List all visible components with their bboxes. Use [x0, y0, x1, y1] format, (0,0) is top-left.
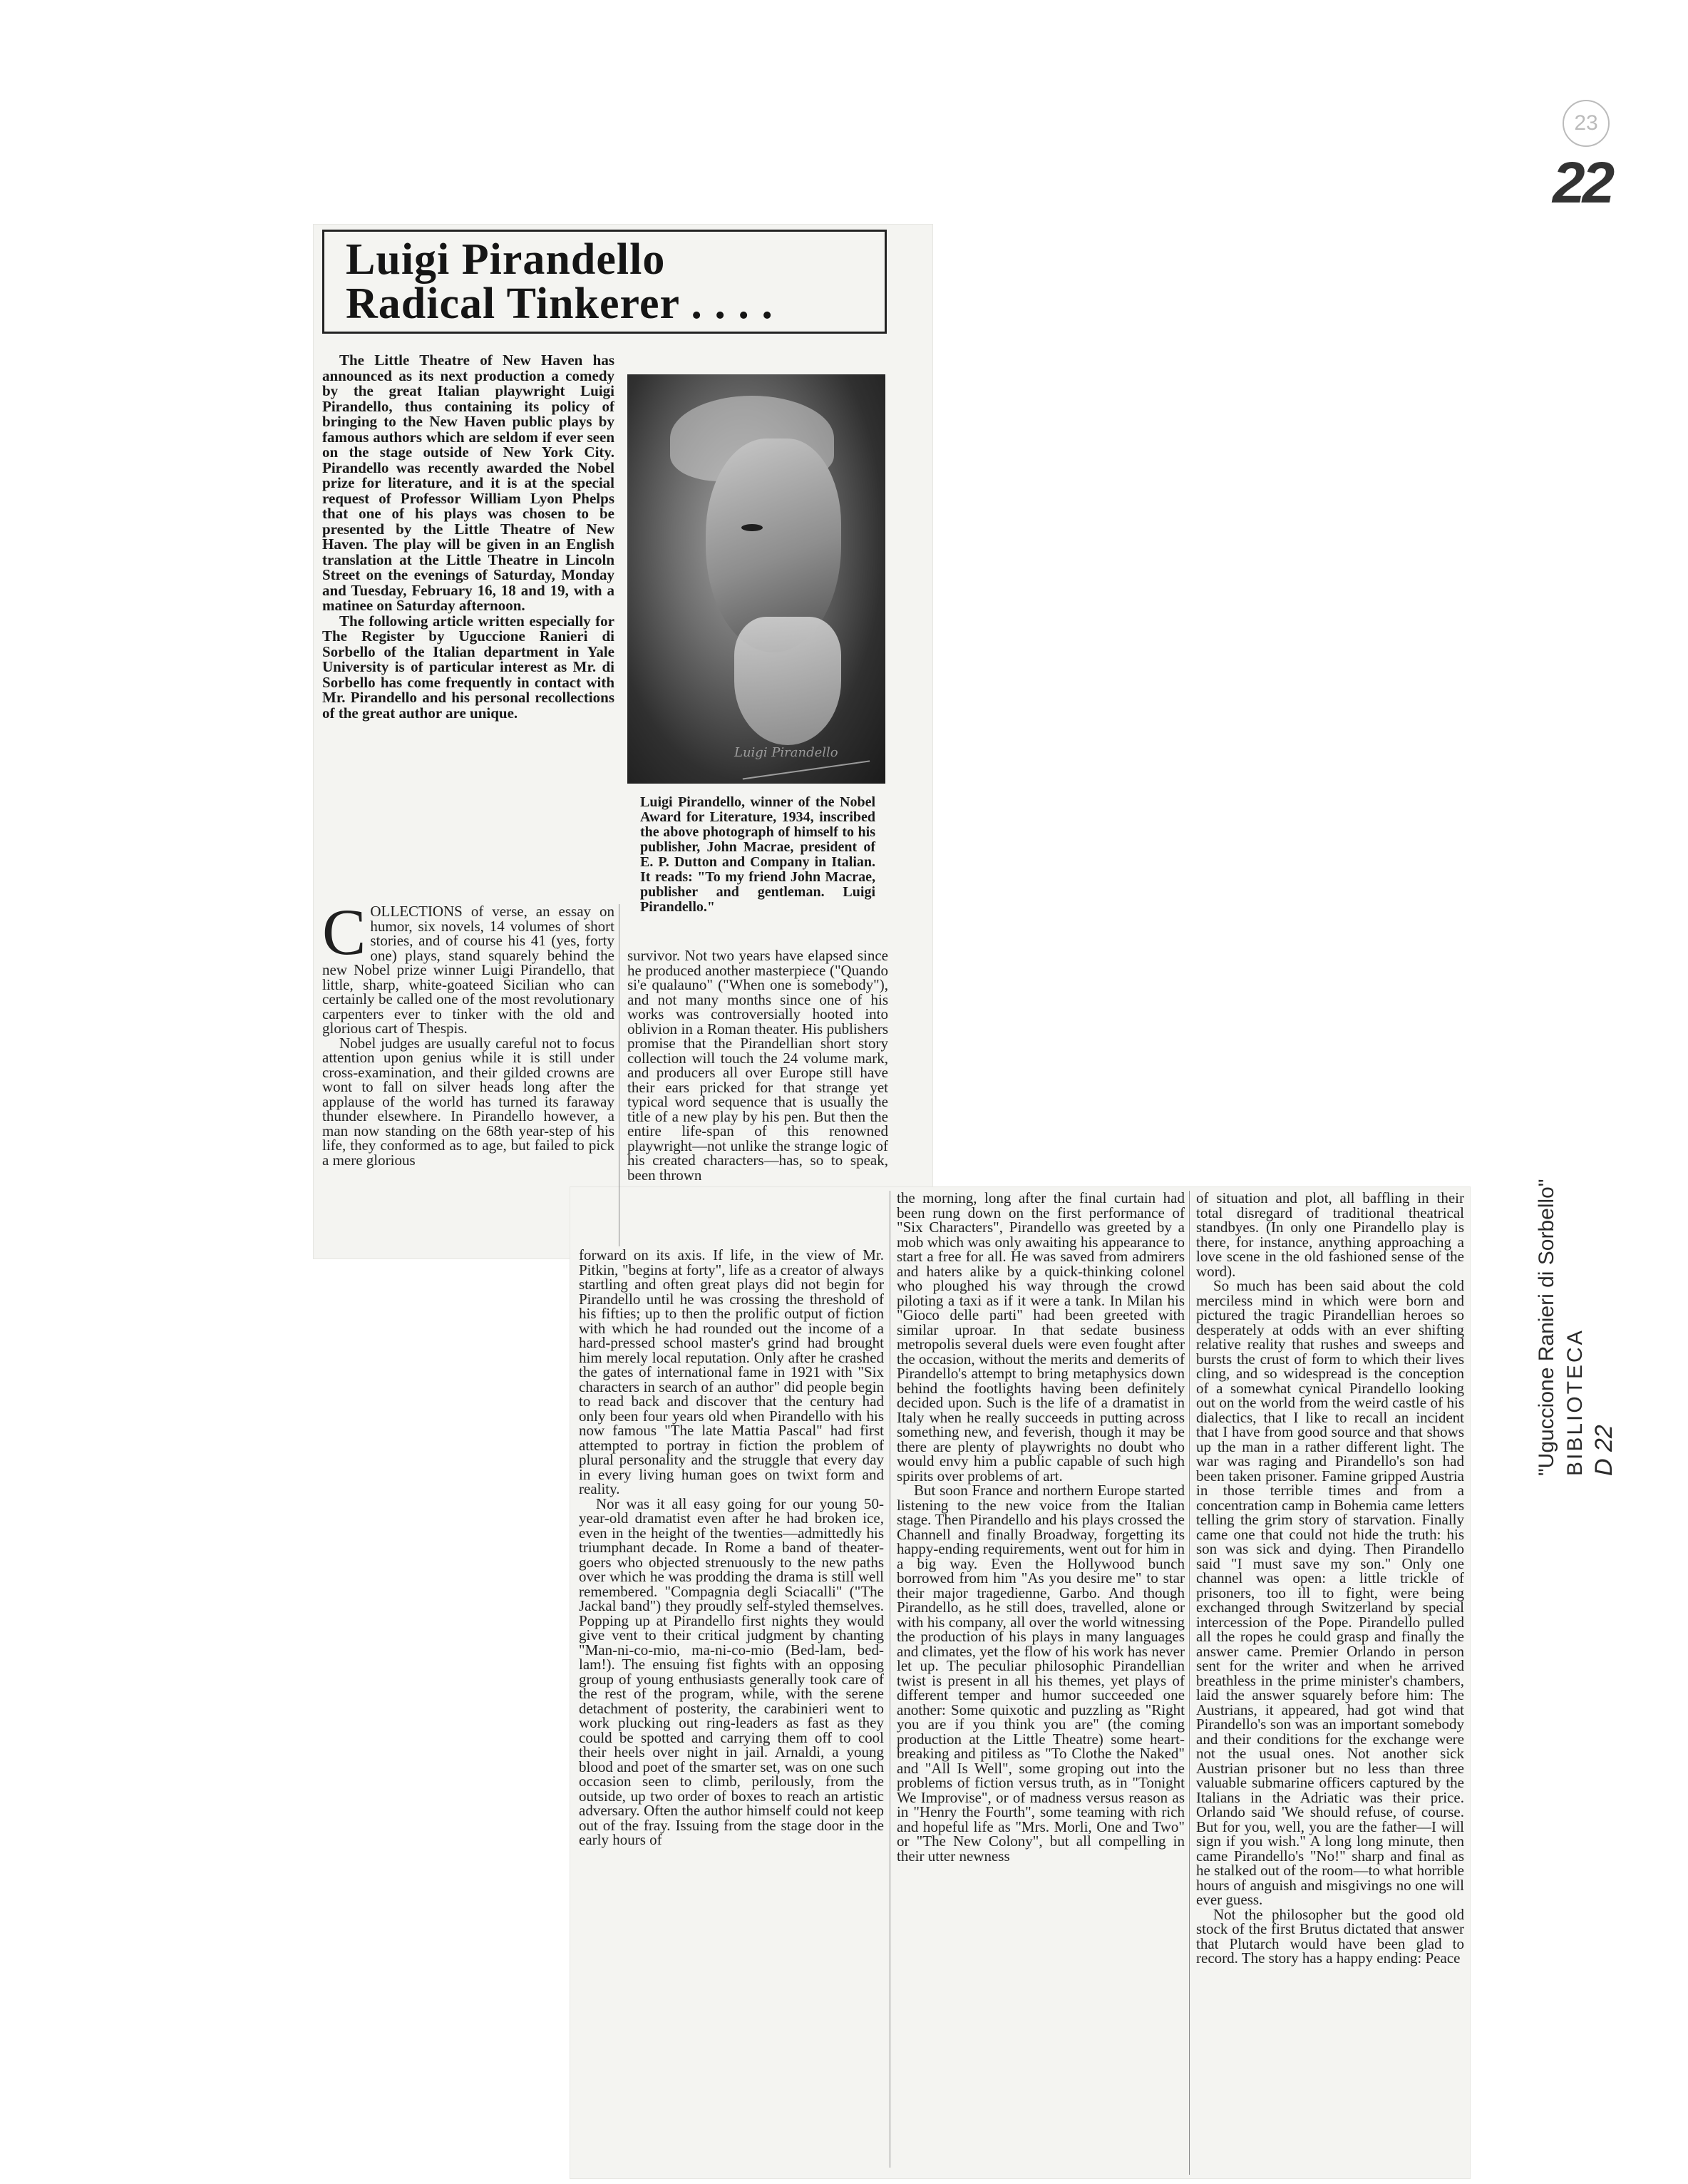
article-opening: COLLECTIONS of verse, an essay on humor, six novels, 14 volumes of short stories, and of course his 41 (yes, forty one) plays, stand squarely behind the new Nobel prize winner Luigi Pirandello, that little, sharp, white-goateed Sicilian who can certainly be called one of the most revolutionary carpenters ever to tinker with the old and glorious cart of Thespis.	[322, 904, 614, 1037]
intro-paragraph: The Little Theatre of New Haven has announced as its next production a comedy by the great Italian playwright Luigi Pirandello, thus containing its policy of bringing to the New Haven public plays by famous authors which are seldom if ever seen on the stage outside of New York City. Pirandello was recently awarded the Nobel prize for literature, and it is at the special request of Professor William Lyon Phelps that one of his plays was chosen to be presented by the Little Theatre of New Haven. The play will be given in an English translation at the Little Theatre in Lincoln Street on the evenings of Saturday, Monday and Tuesday, February 16, 18 and 19, with a matinee on Saturday afternoon.	[322, 353, 614, 614]
article-paragraph: Nobel judges are usually careful not to focus attention upon genius while it is still under cross-examination, and their gilded crowns are wont to fall on silver heads long after the applause of the world has turned its faraway thunder elsewhere. In Pirandello however, a man now standing on the 68th year-step of his life, they conformed as to age, but failed to pick a mere glorious	[322, 1034, 614, 1169]
article-column-3	[897, 1191, 1185, 2168]
article-paragraph: forward on its axis. If life, in the view of Mr. Pitkin, "begins at forty", life as a creator of always startling and often great plays did not begin for Pirandello until he was crossing the threshold of his fifties; up to then the prolific output of fiction with which he had rounded out the income of a hard-pressed school master's grind had brought him merely local reputation. Only after he crashed the gates of international fame in 1921 with "Six characters in search of an author" did people begin to read back and discover that the century had only been four years old when Pirandello with his now famous "The late Mattia Pascal" had first attempted to portray in fiction the problem of plural personality and the struggle that every day in every living human goes on twixt form and reality.	[579, 1248, 884, 1497]
stamp-line-1: "Uguccione Ranieri di Sorbello"	[1535, 1179, 1558, 1476]
stamp-line-3: D 22	[1590, 1425, 1617, 1476]
handwritten-page-number: 22	[1553, 150, 1612, 215]
article-paragraph: Not the philosopher but the good old stock of the first Brutus dictated that answer that Plutarch would have been glad to record. The story has a happy ending: Peace	[1196, 1905, 1464, 1967]
article-column-2-top	[627, 948, 888, 1248]
article-column-1	[322, 904, 614, 1250]
library-stamp	[1533, 1179, 1618, 1476]
stamp-line-2: BIBLIOTECA	[1563, 1328, 1587, 1476]
headline-box	[322, 230, 887, 334]
photo-caption: Luigi Pirandello, winner of the Nobel Award for Literature, 1934, inscribed the above photograph of himself to his publisher, John Macrae, president of E. P. Dutton and Company in Italian. It reads: "To my friend John Macrae, publisher and gentleman. Luigi Pirandello."	[640, 794, 875, 915]
circled-page-number: 23	[1563, 100, 1610, 147]
headline-line1: Luigi Pirandello	[346, 235, 666, 284]
article-paragraph: of situation and plot, all baffling in their total disregard of traditional theatrical standbyes. (In only one Pirandello play is there, for instance, anything approaching a love scene in the old fashioned sense of the word).	[1196, 1191, 1464, 1280]
article-column-2-bottom	[579, 1248, 884, 2168]
article-paragraph: the morning, long after the final curtain had been rung down on the first performance of "Six Characters", Pirandello was greeted by a mob which was only awaiting his appearance to start a free for all. He was saved from admirers and haters alike by a quick-thinking colonel who ploughed his way through the crowd piloting a taxi as if it were a tank. In Milan his "Gioco delle parti" had been greeted with similar uproar. In that sedate business metropolis several duels were even fought after the occasion, without the merits and demerits of Pirandello's attempt to bring metaphysics down behind the footlights having been definitely decided upon. Such is the life of a dramatist in Italy when he really succeeds in putting across something new, and feverish, though it may be there are plenty of playwrights no doubt who would envy him a public capable of such high spirits over problems of art.	[897, 1191, 1185, 1485]
article-paragraph: So much has been said about the cold merciless mind in which were born and pictured the tragic Pirandellian heroes so desperately at odds with an ever shifting relative reality that rushes and sweeps and bursts the crust of form to which their lives cling, and so widespread is the conception of a somewhat cynical Pirandello looking out on the world from the weird castle of his dialectics, that I like to recall an incident that I have from good source and that shows up the man in a rather different light. The war was raging and Pirandello's son had been taken prisoner. Famine gripped Austria in those terrible times and from a concentration camp in Bohemia came letters telling the grim story of starvation. Finally came one that could not hide the truth: his son was sick and dying. Then Pirandello said "I must save my son." Only one channel was open: a little trickle of prisoners, too ill to fight, were being exchanged through Switzerland by special intercession of the Pope. Pirandello pulled all the ropes he could grasp and finally the answer came. Premier Orlando in person sent for the writer and when he arrived breathless in the prime minister's chambers, laid the answer squarely before him: The Austrians, it appeared, had got wind that Pirandello's son was an important somebody and their conditions for the exchange were not the usual ones. Not another sick Austrian prisoner but no less than three valuable submarine officers captured by the Italians in the Adriatic was their price. Orlando said 'We should refuse, of course. But for you, well, you are the father—I will sign if you wish." A long long minute, then came Pirandello's "No!" sharp and final as he stalked out of the room—to what horrible hours of anguish and misgivings no one will ever guess.	[1196, 1277, 1464, 1908]
drop-cap: C	[322, 904, 366, 968]
author-photograph	[627, 374, 885, 784]
photo-eye	[741, 524, 763, 531]
photo-beard	[734, 617, 841, 745]
intro-paragraphs	[322, 353, 614, 896]
photo-signature: Luigi Pirandello	[734, 745, 838, 760]
article-paragraph: survivor. Not two years have elapsed since he produced another masterpiece ("Quando si'e qualauno" ("When one is somebody"), and not many months since one of his works was controversially hooted into oblivion in a Roman theater. His publishers promise that the Pirandellian short story collection will touch the 24 volume mark, and producers all over Europe still have their ears pricked for that strange yet typical word sequence that is usually the title of a new play by his pen. But then the entire life-span of this renowned playwright—not unlike the strange logic of his created characters—has, so to speak, been thrown	[627, 948, 888, 1184]
intro-paragraph: The following article written especially for The Register by Uguccione Ranieri di Sorbello of the Italian department in Yale University is of particular interest as Mr. di Sorbello has come frequently in contact with Mr. Pirandello and his personal recollections of the great author are unique.	[322, 612, 614, 722]
headline	[346, 237, 773, 326]
article-column-4	[1196, 1191, 1464, 2178]
article-paragraph: Nor was it all easy going for our young 50-year-old dramatist even after he had broken ice, even in the height of the twenties—admittedly his triumphant decade. In Rome a band of theater-goers who objected strenuously to the new paths over which he was prodding the drama is still well remembered. "Compagnia degli Sciacalli" ("The Jackal band") they proudly self-styled themselves. Popping up at Pirandello first nights they would give vent to their critical judgment by chanting "Man-ni-co-mio, ma-ni-co-mio (Bed-lam, bed-lam!). The ensuing fist fights with an opposing group of young enthusiasts generally took care of the rest of the program, while, with the serene detachment of posterity, the carabinieri went to work plucking out ring-leaders as fast as they could be spotted and carrying them off to cool their heels over night in jail. Arnaldi, a young blood and poet of the smarter set, was on one such occasion seen to climb, perilously, from the outside, up two order of boxes to reach an artistic adversary. Often the author himself could not keep out of the fray. Issuing from the stage door in the early hours of	[579, 1495, 884, 1848]
article-paragraph: But soon France and northern Europe started listening to the new voice from the Italian stage. Then Pirandello and his plays crossed the Channell and finally Broadway, forgetting its happy-ending requirements, went out for him in a big way. Even the Hollywood bunch borrowed from him "As you desire me" to star their major tragedienne, Garbo. And though Pirandello, as he still does, travelled, alone or with his company, all over the world witnessing the production of his plays in many languages and climates, yet the flow of his work has never let up. The peculiar philosophic Pirandellian twist is present in all his themes, yet plays of different temper and humor succeeded one another: Some quixotic and puzzling as "Right you are if you think you are" (the coming production at the Little Theatre) some heart-breaking and pitiless as "To Clothe the Naked" and "All Is Well", some groping out into the problems of fiction versus truth, as in "Tonight We Improvise", or of madness versus reason as in "Henry the Fourth", some teaming with rich and hopeful life as "Mrs. Morli, One and Two" or "The New Colony", but all compelling in their utter newness	[897, 1482, 1185, 1865]
column-rule	[1189, 1191, 1190, 2175]
headline-line2: Radical Tinkerer . . . .	[346, 280, 773, 328]
